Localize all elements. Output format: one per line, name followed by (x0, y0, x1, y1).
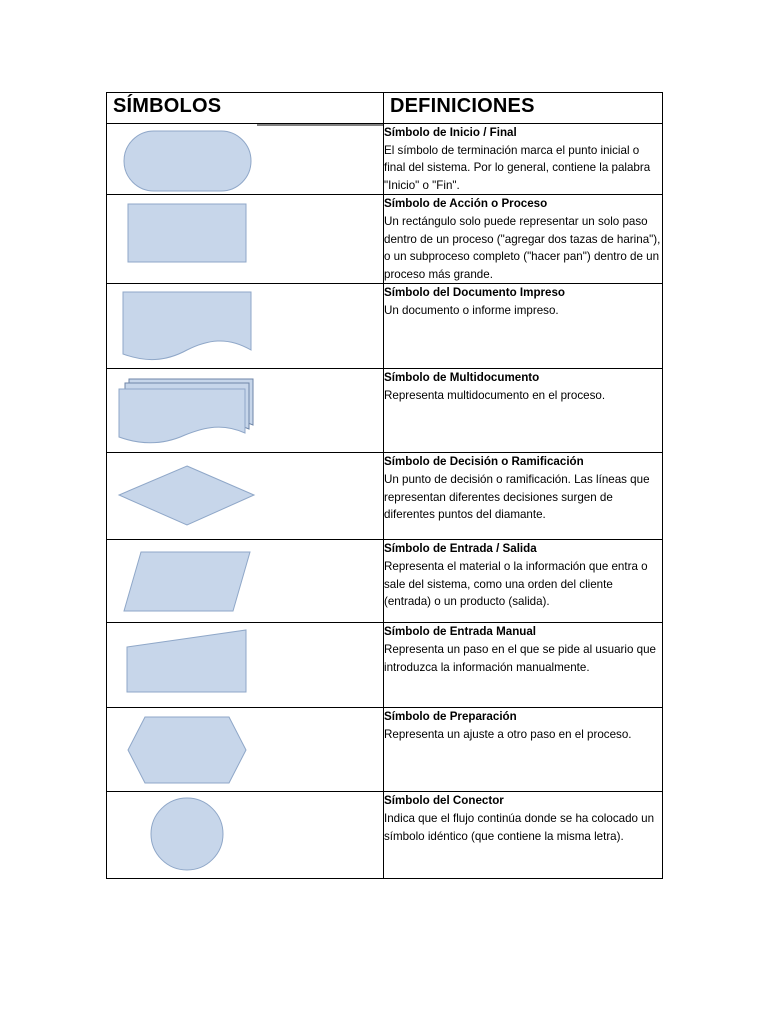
definition-title: Símbolo del Documento Impreso (384, 286, 566, 300)
table-row (107, 540, 663, 623)
definition-cell (384, 369, 663, 453)
definition-text: Un punto de decisión o ramificación. Las líneas que representan diferentes decisiones surgen de diferentes puntos del diamante. (384, 472, 650, 522)
symbol-cell (107, 708, 384, 792)
definition-cell (384, 623, 663, 708)
definition-cell (384, 540, 663, 623)
definition-text: Representa un ajuste a otro paso en el proceso. (384, 727, 632, 741)
symbol-cell (107, 540, 384, 623)
definition-text: Un rectángulo solo puede representar un solo paso dentro de un proceso ("agregar dos tazas de harina"), o un subproceso completo ("hacer pan") dentro de un proceso más grande. (384, 214, 661, 281)
definition-title: Símbolo de Entrada / Salida (384, 542, 537, 556)
document-icon (107, 284, 384, 369)
symbol-cell (107, 623, 384, 708)
input-output-parallelogram-icon (107, 540, 384, 623)
table-row (107, 708, 663, 792)
definition-title: Símbolo del Conector (384, 794, 504, 808)
definition-title: Símbolo de Decisión o Ramificación (384, 455, 584, 469)
symbols-table (106, 92, 663, 879)
table-row (107, 124, 663, 195)
definition-title: Símbolo de Preparación (384, 710, 517, 724)
definition-title: Símbolo de Acción o Proceso (384, 197, 548, 211)
definition-text: Representa multidocumento en el proceso. (384, 388, 606, 402)
table-row (107, 623, 663, 708)
table-row (107, 792, 663, 879)
definition-title: Símbolo de Inicio / Final (384, 126, 517, 139)
definition-title: Símbolo de Entrada Manual (384, 625, 537, 639)
definition-text: Representa un paso en el que se pide al usuario que introduzca la información manualmente. (384, 642, 657, 674)
definition-cell (384, 792, 663, 879)
symbol-cell (107, 792, 384, 879)
symbol-cell (107, 369, 384, 453)
definition-cell (384, 708, 663, 792)
terminator-icon (107, 124, 384, 195)
header-definitions: DEFINICIONES (384, 93, 663, 124)
definition-cell (384, 124, 663, 195)
symbol-cell (107, 124, 384, 195)
process-rectangle-icon (107, 195, 384, 282)
multidocument-icon (107, 369, 384, 453)
definition-text: El símbolo de terminación marca el punto inicial o final del sistema. Por lo general, contiene la palabra "Inicio" o "Fin". (384, 143, 651, 192)
connector-circle-icon (107, 792, 384, 879)
table-row (107, 453, 663, 540)
symbol-cell (107, 195, 384, 284)
table-row (107, 284, 663, 369)
definition-title: Símbolo de Multidocumento (384, 371, 540, 385)
definition-cell (384, 453, 663, 540)
preparation-hexagon-icon (107, 708, 384, 792)
symbol-cell (107, 284, 384, 369)
definition-text: Un documento o informe impreso. (384, 303, 559, 317)
decision-diamond-icon (107, 453, 384, 540)
definition-cell (384, 195, 663, 284)
header-symbols: SÍMBOLOS (107, 93, 384, 124)
table-row (107, 195, 663, 284)
definition-text: Indica que el flujo continúa donde se ha colocado un símbolo idéntico (que contiene la misma letra). (384, 811, 655, 843)
table-header-row (107, 93, 663, 124)
table-row (107, 369, 663, 453)
manual-input-icon (107, 623, 384, 708)
definition-cell (384, 284, 663, 369)
definition-text: Representa el material o la información que entra o sale del sistema, como una orden del cliente (entrada) o un producto (salida). (384, 559, 648, 609)
symbol-cell (107, 453, 384, 540)
